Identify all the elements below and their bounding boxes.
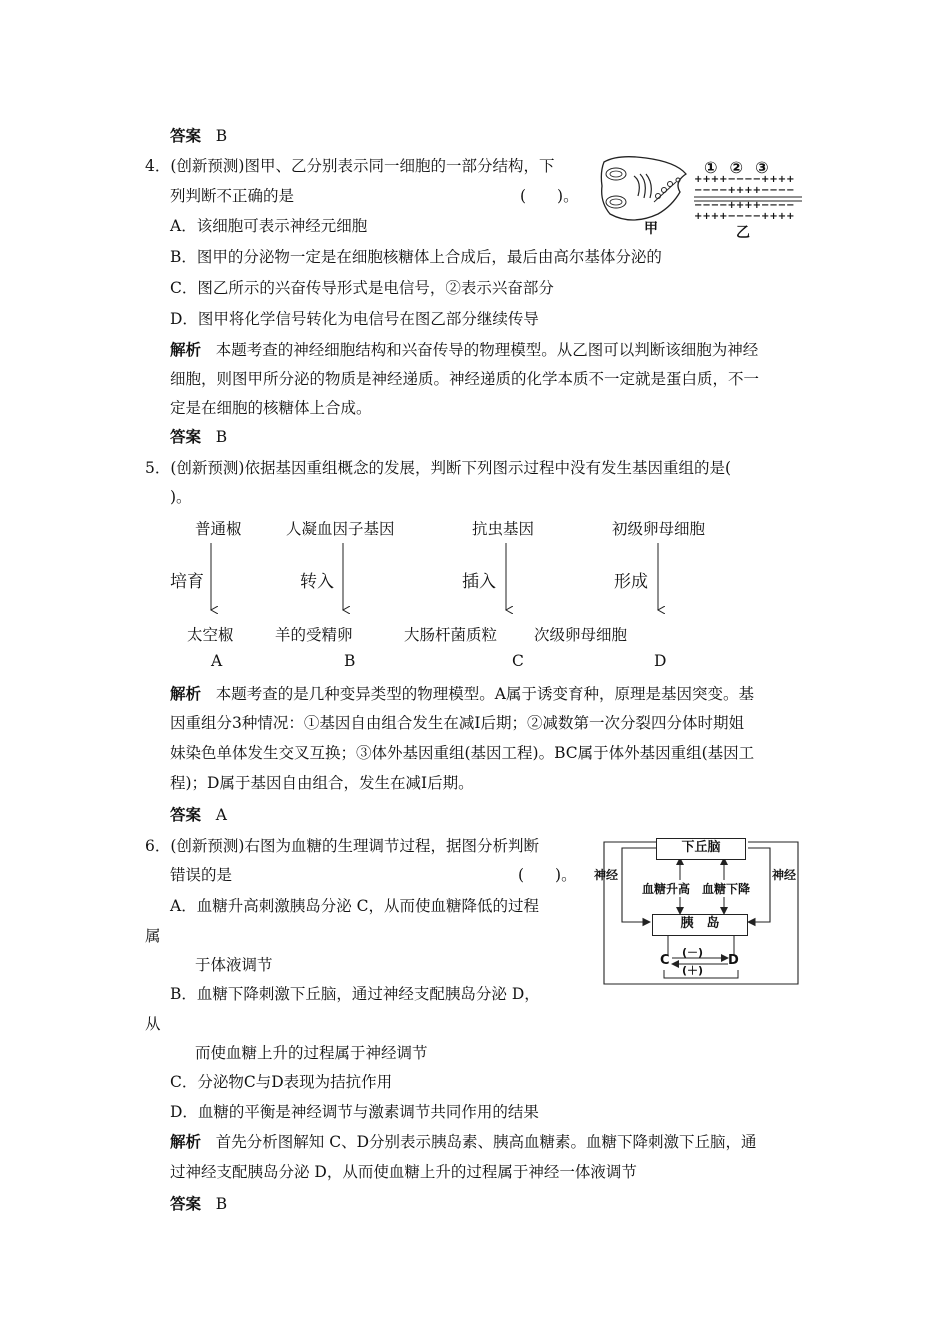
q5-stem-line2: )。: [170, 488, 192, 506]
q6-stem-line1: [145, 836, 539, 856]
q6-option-a1: A．血糖升高刺激胰岛分泌 C，从而使血糖降低的过程: [170, 897, 539, 915]
flow-b-mid: 转入: [300, 572, 334, 592]
question-stem: 依据基因重组概念的发展，判断下列图示过程中没有发生基因重组的是(: [244, 459, 732, 477]
q4-option-d: D．图甲将化学信号转化为电信号在图乙部分继续传导: [170, 310, 539, 328]
q6-analysis-line1: 解析 首先分析图解知 C、D分别表示胰岛素、胰高血糖素。血糖下降刺激下丘脑，通: [170, 1132, 757, 1151]
flow-a-bottom: 太空椒: [187, 626, 234, 644]
q4-analysis-line2: 细胞，则图甲所分泌的物质是神经递质。神经递质的化学本质不一定就是蛋白质，不一: [170, 370, 760, 388]
q6-option-d: D．血糖的平衡是神经调节与激素调节共同作用的结果: [170, 1103, 539, 1121]
flow-a-top: 普通椒: [195, 520, 242, 538]
answer-label: 答案: [170, 805, 202, 824]
answer-value: B: [215, 428, 228, 446]
hypothalamus-box: 下丘脑: [656, 838, 746, 860]
q4-analysis-line1: 解析 本题考查的神经细胞结构和兴奋传导的物理模型。从乙图可以判断该细胞为神经: [170, 340, 759, 359]
answer-label: 答案: [170, 1194, 202, 1213]
q6-option-b2: 从: [145, 1015, 161, 1033]
flow-c-mid: 插入: [462, 572, 496, 592]
flow-d-bottom: 次级卵母细胞: [534, 626, 628, 644]
q6-option-c: C．分泌物C与D表现为拮抗作用: [170, 1073, 393, 1091]
q6-option-a2: 属: [145, 927, 161, 945]
question-stem: 右图为血糖的生理调节过程，据图分析判断: [244, 837, 539, 855]
question-stem: 图甲、乙分别表示同一细胞的一部分结构，下: [244, 157, 555, 175]
fig-charges-bottom: −−−−++++−−−− ++++−−−−++++: [694, 200, 795, 222]
q4-paren: ( )。: [520, 187, 579, 205]
flow-d-top: 初级卵母细胞: [612, 520, 706, 538]
analysis-label: 解析: [170, 1132, 202, 1151]
flow-d-mid: 形成: [614, 572, 648, 592]
islet-box: 胰 岛: [652, 914, 748, 936]
q5-answer: [170, 805, 227, 825]
plus-label: (＋): [682, 964, 704, 977]
question-number: 5．: [145, 459, 171, 477]
d-label: D: [728, 953, 739, 968]
minus-label: (－): [682, 946, 704, 959]
nerve-right-label: 神经: [772, 868, 797, 882]
q6-option-a3: 于体液调节: [195, 956, 273, 974]
fig-nums: ①②③: [704, 158, 781, 177]
q4-option-c: C．图乙所示的兴奋传导形式是电信号，②表示兴奋部分: [170, 279, 554, 297]
q6-analysis-line2: 过神经支配胰岛分泌 D，从而使血糖上升的过程属于神经一体液调节: [170, 1163, 637, 1181]
q4-stem-line2: 列判断不正确的是: [170, 187, 295, 205]
fig-charges-top: ++++−−−−++++ −−−−++++−−−−: [694, 174, 795, 196]
answer-label: 答案: [170, 126, 202, 145]
q5-analysis-line4: 程)；D属于基因自由组合，发生在减Ⅰ后期。: [170, 774, 474, 792]
answer-label: 答案: [170, 427, 202, 446]
q4-option-a: A．该细胞可表示神经元细胞: [170, 217, 368, 235]
question-number: 4．: [145, 157, 171, 175]
q6-option-b3: 而使血糖上升的过程属于神经调节: [195, 1044, 428, 1062]
q6-option-b1: B．血糖下降刺激下丘脑，通过神经支配胰岛分泌 D，: [170, 985, 540, 1003]
flow-d-letter: D: [654, 652, 667, 670]
question-tag: (创新预测): [170, 837, 245, 855]
q6-paren: ( )。: [518, 866, 577, 884]
question-number: 6．: [145, 837, 171, 855]
q5-analysis-line2: 因重组分3种情况：①基因自由组合发生在减Ⅰ后期；②减数第一次分裂四分体时期姐: [170, 714, 744, 732]
fig-label-jia: 甲: [644, 221, 658, 237]
q4-option-b: B．图甲的分泌物一定是在细胞核糖体上合成后，最后由高尔基体分泌的: [170, 248, 662, 266]
answer-value: A: [215, 806, 227, 824]
answer-value: B: [215, 127, 228, 145]
nerve-left-label: 神经: [594, 868, 619, 882]
flow-c-letter: C: [512, 652, 524, 670]
flow-c-top: 抗虫基因: [472, 520, 535, 538]
flow-b-letter: B: [344, 652, 356, 670]
flow-a-mid: 培育: [170, 572, 204, 592]
q4-analysis-line3: 定是在细胞的核糖体上合成。: [170, 399, 372, 417]
flow-b-bottom: 羊的受精卵: [275, 626, 353, 644]
flow-c-bottom: 大肠杆菌质粒: [404, 626, 498, 644]
q5-analysis-line1: 解析 本题考查的是几种变异类型的物理模型。A属于诱变育种，原理是基因突变。基: [170, 684, 754, 703]
analysis-label: 解析: [170, 684, 202, 703]
fig-label-yi: 乙: [736, 225, 750, 241]
flow-a-letter: A: [211, 652, 223, 670]
question-tag: (创新预测): [170, 459, 245, 477]
question-tag: (创新预测): [170, 157, 245, 175]
c-label: C: [660, 953, 670, 968]
answer-value: B: [215, 1195, 228, 1213]
q6-answer: [170, 1194, 227, 1214]
q5-analysis-line3: 妹染色单体发生交叉互换；③体外基因重组(基因工程)。BC属于体外基因重组(基因工: [170, 744, 755, 762]
analysis-label: 解析: [170, 340, 202, 359]
sugar-down-label: 血糖下降: [702, 882, 751, 896]
sugar-up-label: 血糖升高: [642, 882, 691, 896]
flow-b-top: 人凝血因子基因: [286, 520, 395, 538]
q6-stem-line2: 错误的是: [170, 866, 233, 884]
